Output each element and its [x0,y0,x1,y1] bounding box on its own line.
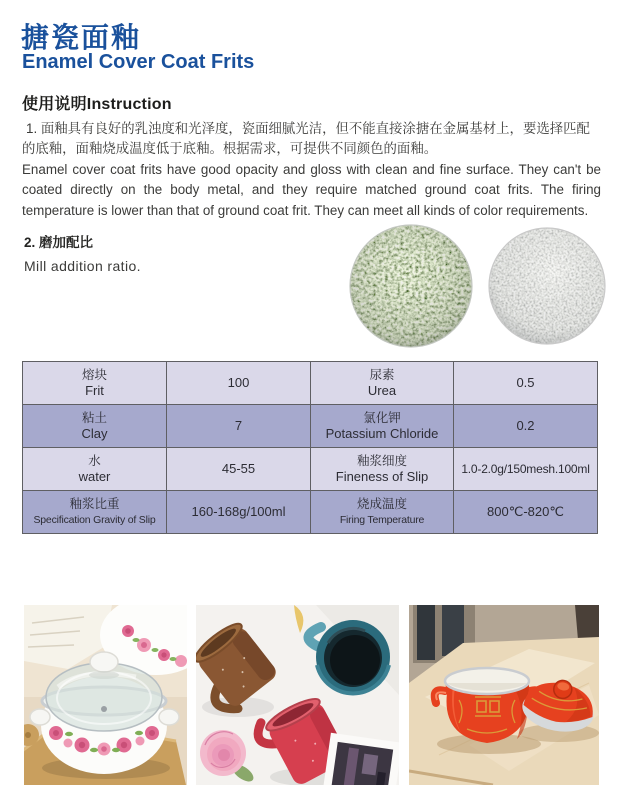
enamel-mugs-photo [196,605,399,785]
table-label-cell [23,405,167,448]
label-zh: 釉浆细度 [356,454,407,468]
value: 100 [227,375,250,390]
label-en: Frit [85,383,104,398]
table-value-cell [167,448,311,491]
table-label-cell [311,405,454,448]
mill-ratio-table [22,361,598,534]
label-zh: 釉浆比重 [69,497,120,511]
value: 7 [234,418,243,433]
frit-powder-image [488,227,606,345]
floral-enamel-pot-photo [24,605,187,785]
table-label-cell [311,491,454,534]
label-zh: 水 [88,454,101,468]
table-label-cell [311,362,454,405]
table-value-cell [454,362,598,405]
label-en: Clay [81,426,108,441]
label-zh: 粘土 [81,411,107,425]
table-label-cell [23,491,167,534]
instruction-paragraph-zh: 1. 面釉具有良好的乳浊度和光泽度，瓷面细腻光洁，但不能直接涂搪在金属基材上，要选择匹配的底釉，面釉烧成温度低于底釉。根据需求，可提供不同颜色的面釉。 [22,121,590,157]
mill-ratio-heading-en: Mill addition ratio. [24,258,141,274]
label-zh: 熔块 [81,368,107,382]
table-row [23,448,598,491]
value: 45-55 [221,461,256,476]
table-label-cell [311,448,454,491]
table-value-cell [167,491,311,534]
table-value-cell [454,405,598,448]
table-value-cell [167,405,311,448]
instruction-heading: 使用说明Instruction [22,96,172,113]
table-row [23,405,598,448]
label-en: Firing Temperature [339,514,425,526]
table-value-cell [167,362,311,405]
table-label-cell [23,448,167,491]
table-value-cell [454,491,598,534]
frit-granules-image [349,224,473,348]
label-en: Potassium Chloride [325,426,439,441]
label-en: Urea [367,383,397,398]
value: 1.0-2.0g/150mesh.100ml [461,462,590,476]
instruction-body [22,119,601,221]
label-en: Specification Gravity of Slip [33,514,156,526]
value: 160-168g/100ml [191,504,286,519]
page-title-en: Enamel Cover Coat Frits [22,51,255,73]
page-title-zh: 搪瓷面釉 [21,22,142,53]
label-zh: 氯化钾 [363,411,401,425]
label-zh: 尿素 [369,368,395,382]
label-en: Fineness of Slip [335,469,429,484]
table-label-cell [23,362,167,405]
table-row [23,491,598,534]
instruction-paragraph-en: Enamel cover coat frits have good opacity and gloss with clean and fine surface. They can't be coated directly on the body metal, and they require matched ground coat frits. The firing temperature is lower than that of ground coat frit. They can meet all kinds of color requirements. [22,161,601,218]
value: 0.5 [516,375,535,390]
table-row [23,362,598,405]
mill-ratio-section-heading [24,231,141,274]
label-zh: 烧成温度 [356,497,407,511]
label-en: water [78,469,111,484]
table-value-cell [454,448,598,491]
mill-ratio-heading-zh: 2. 磨加配比 [24,235,94,250]
value: 0.2 [516,418,535,433]
mill-ratio-table-grid [22,361,598,534]
value: 800℃-820℃ [487,504,564,519]
red-enamel-pot-photo [409,605,599,785]
